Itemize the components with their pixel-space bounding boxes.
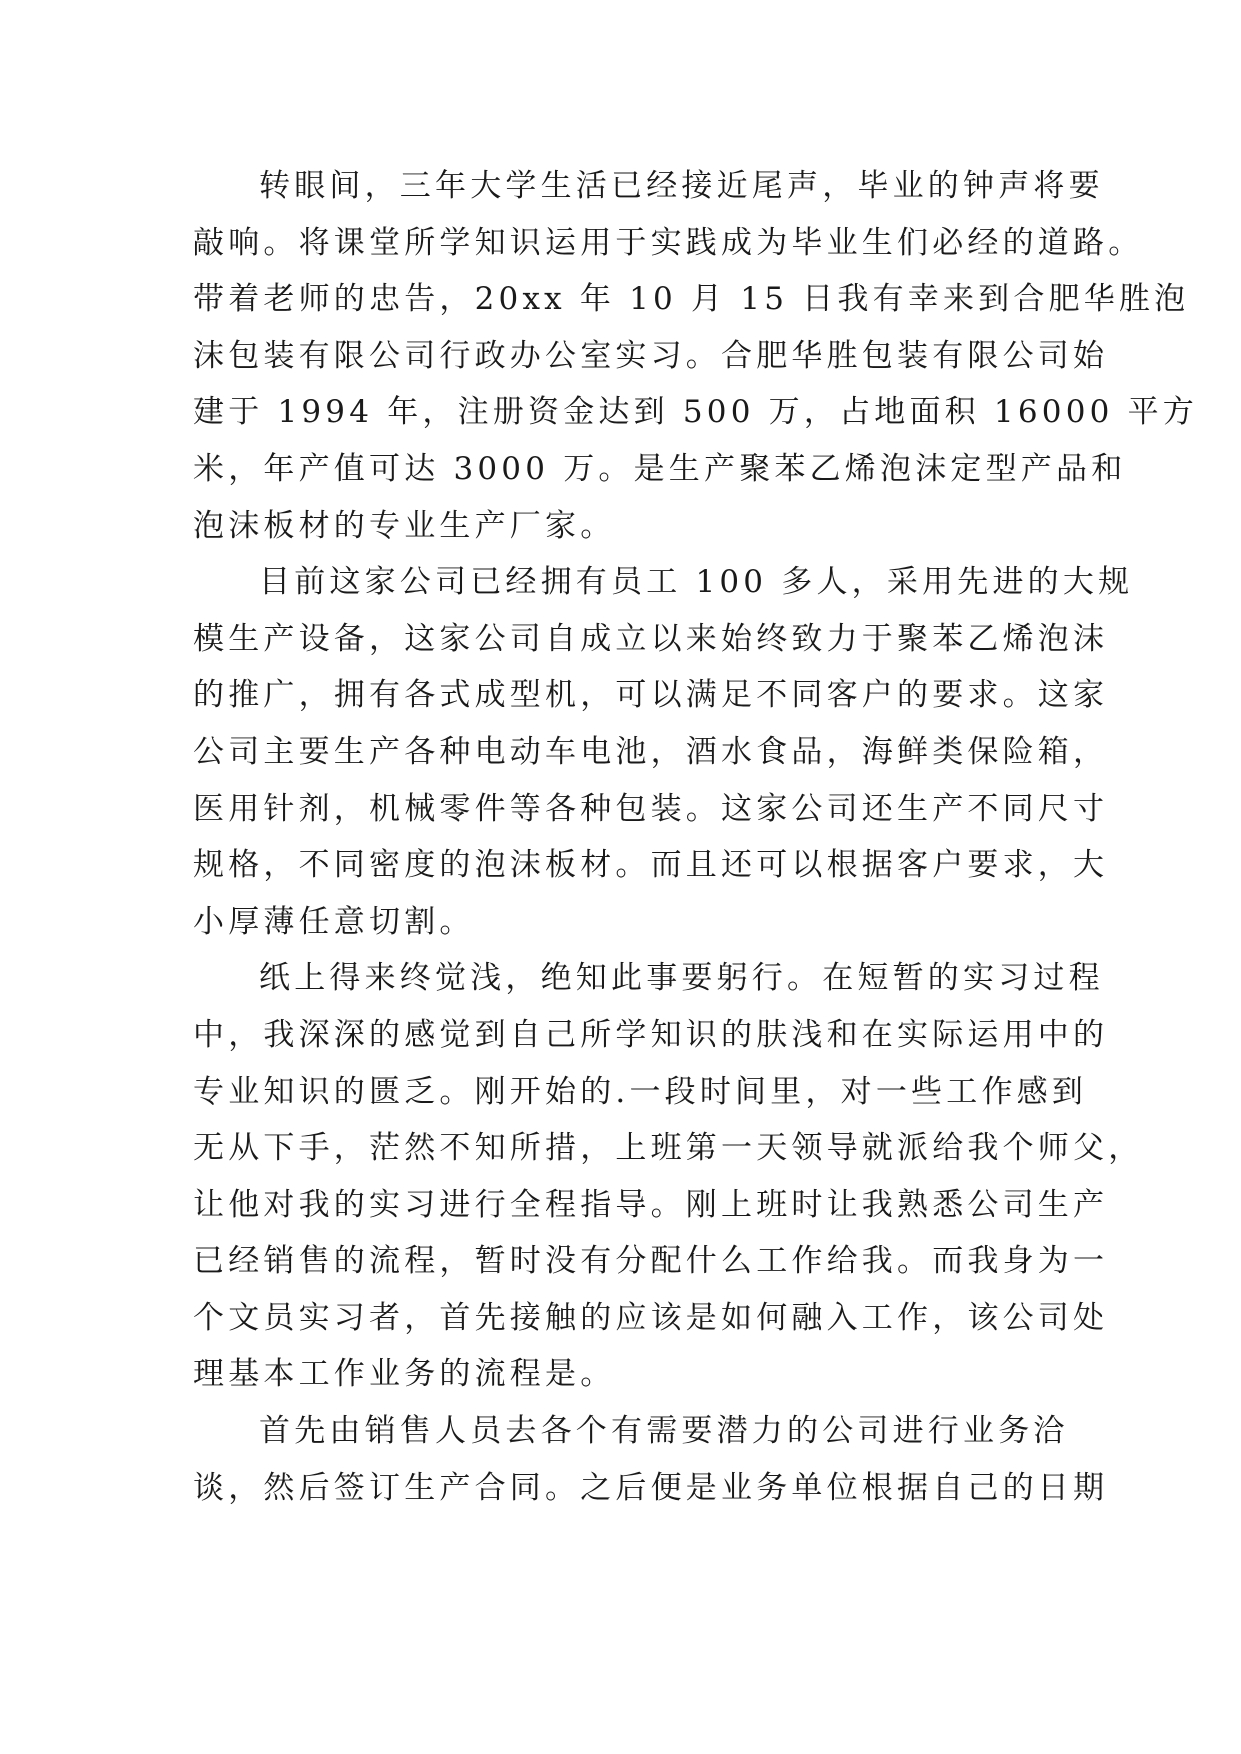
paragraph — [193, 1403, 1109, 1516]
paragraph-line: 泡沫板材的专业生产厂家。 — [193, 507, 616, 544]
paragraph-line: 小厚薄任意切割。 — [193, 903, 475, 940]
paragraph-line: 的推广，拥有各式成型机，可以满足不同客户的要求。这家 — [193, 677, 1109, 714]
paragraph-line: 敲响。将课堂所学知识运用于实践成为毕业生们必经的道路。 — [193, 224, 1144, 261]
document-body — [193, 158, 1198, 1516]
paragraph-line: 专业知识的匮乏。刚开始的.一段时间里，对一些工作感到 — [193, 1073, 1088, 1110]
paragraph-line: 米，年产值可达 3000 万。是生产聚苯乙烯泡沫定型产品和 — [193, 450, 1127, 487]
paragraph-line: 首先由销售人员去各个有需要潜力的公司进行业务洽 — [259, 1413, 1069, 1450]
paragraph-line: 沫包装有限公司行政办公室实习。合肥华胜包装有限公司始 — [193, 337, 1109, 374]
paragraph — [193, 554, 1134, 950]
paragraph — [193, 158, 1198, 554]
paragraph-line: 谈，然后签订生产合同。之后便是业务单位根据自己的日期 — [193, 1469, 1109, 1506]
paragraph-line: 理基本工作业务的流程是。 — [193, 1356, 616, 1393]
paragraph-line: 纸上得来终觉浅，绝知此事要躬行。在短暂的实习过程 — [259, 960, 1104, 997]
paragraph-line: 目前这家公司已经拥有员工 100 多人，采用先进的大规 — [259, 564, 1134, 601]
paragraph-line: 规格，不同密度的泡沫板材。而且还可以根据客户要求，大 — [193, 847, 1109, 884]
paragraph-line: 模生产设备，这家公司自成立以来始终致力于聚苯乙烯泡沫 — [193, 620, 1109, 657]
paragraph-line: 中，我深深的感觉到自己所学知识的肤浅和在实际运用中的 — [193, 1016, 1109, 1053]
paragraph-line: 公司主要生产各种电动车电池，酒水食品，海鲜类保险箱， — [193, 733, 1109, 770]
paragraph-line: 医用针剂，机械零件等各种包装。这家公司还生产不同尺寸 — [193, 790, 1109, 827]
paragraph-line: 个文员实习者，首先接触的应该是如何融入工作，该公司处 — [193, 1299, 1109, 1336]
paragraph-line: 已经销售的流程，暂时没有分配什么工作给我。而我身为一 — [193, 1243, 1109, 1280]
paragraph-line: 建于 1994 年，注册资金达到 500 万，占地面积 16000 平方 — [193, 394, 1198, 431]
paragraph — [193, 950, 1144, 1403]
paragraph-line: 让他对我的实习进行全程指导。刚上班时让我熟悉公司生产 — [193, 1186, 1109, 1223]
paragraph-line: 转眼间，三年大学生活已经接近尾声，毕业的钟声将要 — [259, 168, 1104, 204]
paragraph-line: 带着老师的忠告，20xx 年 10 月 15 日我有幸来到合肥华胜泡 — [193, 281, 1190, 318]
paragraph-line: 无从下手，茫然不知所措，上班第一天领导就派给我个师父， — [193, 1130, 1144, 1167]
